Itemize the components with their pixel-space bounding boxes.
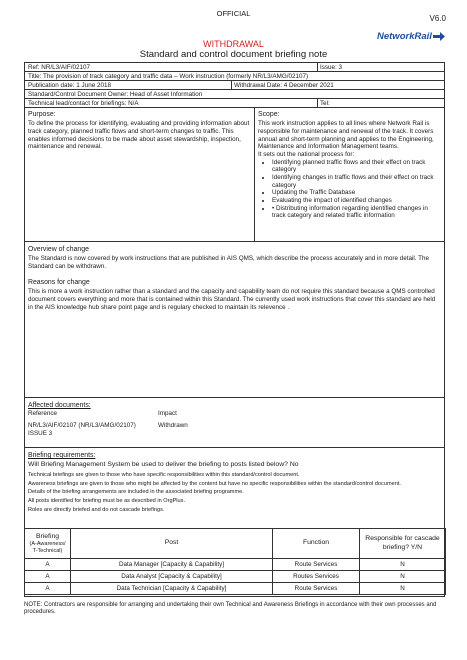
- scope-heading: Scope:: [258, 111, 280, 118]
- publication-date: Publication date: 1 June 2018: [28, 82, 111, 89]
- briefing-note: Roles are directly briefed and do not cascade briefings.: [28, 506, 165, 513]
- post-cell: Data Manager [Capacity & Capability]: [71, 559, 273, 571]
- ref-row: [24, 62, 445, 71]
- affected-heading: Affected documents:: [28, 402, 91, 409]
- version-label: V6.0: [429, 14, 446, 23]
- logo-text: NetworkRail: [377, 31, 432, 42]
- affected-issue: ISSUE 3: [28, 430, 53, 437]
- list-item: • Identifying changes in traffic flows and their effect on track category: [272, 174, 441, 189]
- function-column-header: Function: [273, 529, 360, 559]
- owner-row: [24, 89, 445, 98]
- briefing-note: Technical briefings are given to those who have specific responsibilities within this standard/control document.: [28, 471, 300, 478]
- purpose-text: To define the process for identifying, evaluating and providing information about track category, planned traffic flows and short-term changes to traffic. This enables informed decisions to be made about asset stewardship, inspection, maintenance and renewal.: [28, 120, 250, 151]
- overview-box: [24, 242, 445, 398]
- briefing-table: [24, 528, 446, 595]
- purpose-heading: Purpose:: [28, 111, 56, 118]
- divider: [254, 108, 255, 241]
- title-row: [24, 71, 445, 80]
- affected-documents-box: [24, 398, 445, 448]
- withdrawal-heading: WITHDRAWAL: [203, 39, 264, 49]
- document-title: Standard and control document briefing note: [139, 49, 328, 60]
- briefing-column-header: [25, 529, 71, 559]
- scope-section: [258, 111, 441, 220]
- briefing-cell: A: [25, 571, 71, 583]
- briefing-question: Will Briefing Management System be used to deliver the briefing to posts listed below? No: [28, 461, 299, 469]
- function-cell: Route Services: [273, 583, 360, 595]
- title-value: Title: The provision of track category and traffic data – Work instruction (formerly NR/L3/AMG/02107): [28, 73, 309, 80]
- list-item: • Updating the Traffic Database: [272, 189, 441, 197]
- reference-column-header: Reference: [28, 410, 58, 417]
- post-cell: Data Analyst [Capacity & Capability]: [71, 571, 273, 583]
- responsible-cell: N: [360, 571, 446, 583]
- list-item: • Identifying planned traffic flows and their effect on track category: [272, 159, 441, 174]
- briefing-heading: Briefing requirements:: [28, 452, 96, 459]
- technical-lead-row: [24, 98, 445, 108]
- impact-column-header: Impact: [158, 410, 177, 417]
- table-row: [25, 559, 446, 571]
- owner-value: Standard/Control Document Owner: Head of Asset Information: [28, 91, 203, 98]
- table-row: [25, 583, 446, 595]
- briefing-note: All posts identified for briefing must be as described in OrgPlus.: [28, 498, 186, 505]
- dates-row: [24, 80, 445, 89]
- table-row: [25, 571, 446, 583]
- briefing-header-label: Briefing: [35, 532, 60, 540]
- withdrawal-date: Withdrawal Date: 4 December 2021: [234, 82, 334, 89]
- reasons-text: This is more a work instruction rather than a standard and the capacity and capability team do not require this standard because a QMS controlled document covers everything and more that is contained within this Standard. The currently used work instructions that cover this standard are held in the AIS knowledge hub share point page and is regulary checked to maintain its relevence .: [28, 288, 436, 311]
- ref-value: Ref: NR/L3/AIF/02107: [28, 64, 90, 71]
- function-cell: Routes Services: [273, 571, 360, 583]
- issue-value: Issue: 3: [320, 64, 343, 71]
- function-cell: Route Services: [273, 559, 360, 571]
- briefing-note: Awareness briefings are given to those who might be affected by the content but have no specific responsibilities within the standard/control document.: [28, 480, 401, 487]
- purpose-scope-box: [24, 108, 445, 242]
- briefing-note: Details of the briefing arrangements are included in the associated briefing programme.: [28, 489, 244, 496]
- table-header-row: [25, 529, 446, 559]
- list-item: • • Distributing information regarding identified changes in track category and related traffic information: [272, 205, 441, 220]
- list-item: • Evaluating the impact of identified changes: [272, 197, 441, 205]
- purpose-section: [28, 111, 250, 151]
- briefing-header-sub: (A-Awareness/ T-Technical): [29, 540, 66, 554]
- affected-reference: NR/L3/AIF/02107 (NR/L3/AMG/02107): [28, 422, 136, 429]
- classification-label: OFFICIAL: [216, 9, 251, 18]
- post-cell: Data Technician [Capacity & Capability]: [71, 583, 273, 595]
- scope-intro: This work instruction applies to all lines where Network Rail is responsible for maintenance and renewal of the track. It covers annual and short-term planning and applies to the Engineering, Maintenance and Information Management teams.: [258, 120, 434, 151]
- technical-lead-value: Technical lead/contact for briefings: N/A: [28, 100, 139, 107]
- tel-value: Tel:: [320, 100, 330, 107]
- briefing-cell: A: [25, 559, 71, 571]
- affected-impact: Withdrawn: [158, 422, 188, 429]
- overview-heading: Overview of change: [28, 246, 89, 253]
- responsible-cell: N: [360, 583, 446, 595]
- footer-note: NOTE: Contractors are responsible for arranging and undertaking their own Technical and Awareness Briefings in accordance with their own processes and procedures.: [24, 602, 437, 616]
- responsible-cell: N: [360, 559, 446, 571]
- responsible-column-header: Responsible for cascade briefing? Y/N: [360, 529, 446, 559]
- reasons-heading: Reasons for change: [28, 278, 90, 286]
- scope-list: [272, 159, 441, 220]
- overview-text: The Standard is now covered by work instructions that are published in AIS QMS, which describe the process accurately and in more detail. The Standard can be withdrawn.: [28, 255, 429, 271]
- post-column-header: Post: [71, 529, 273, 559]
- scope-process-intro: It sets out the national process for:: [258, 151, 355, 159]
- briefing-cell: A: [25, 583, 71, 595]
